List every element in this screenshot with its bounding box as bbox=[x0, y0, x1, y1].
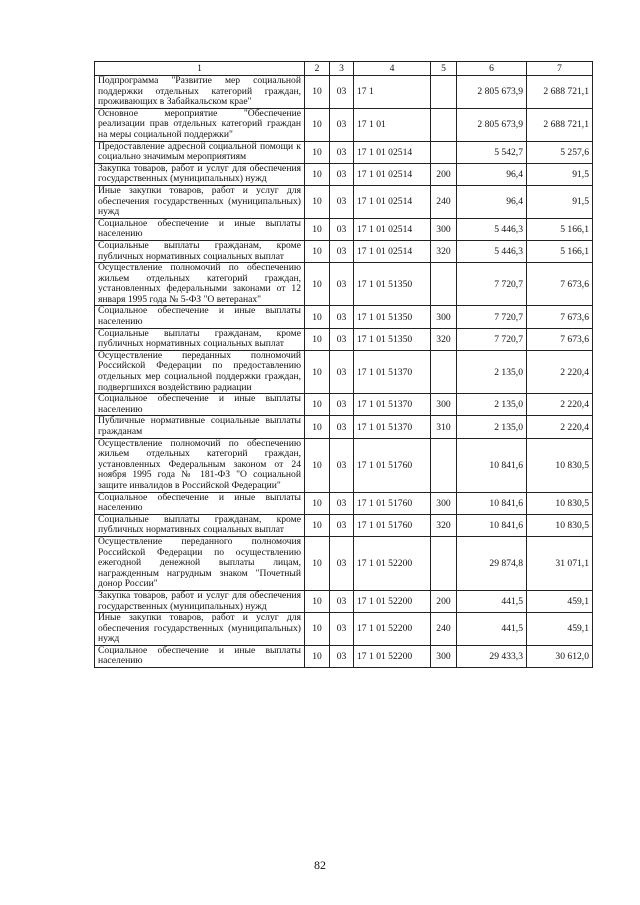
row-amount-year2: 5 166,1 bbox=[527, 240, 593, 262]
row-section: 10 bbox=[305, 613, 330, 646]
row-subsection: 03 bbox=[330, 76, 354, 109]
table-row bbox=[95, 492, 593, 514]
row-section: 10 bbox=[305, 416, 330, 438]
row-amount-year1: 2 135,0 bbox=[457, 350, 527, 393]
row-amount-year1: 29 433,3 bbox=[457, 645, 527, 667]
row-subsection: 03 bbox=[330, 514, 354, 536]
row-amount-year2: 30 612,0 bbox=[527, 645, 593, 667]
row-name: Осуществление переданных полномочий Российской Федерации по предоставлению отдельных мер социальной поддержки граждан, подвергшихся воздействию радиации bbox=[95, 350, 305, 393]
row-expense-type: 200 bbox=[431, 590, 457, 612]
row-amount-year2: 7 673,6 bbox=[527, 328, 593, 350]
table-row bbox=[95, 590, 593, 612]
table-row bbox=[95, 416, 593, 438]
row-amount-year2: 91,5 bbox=[527, 163, 593, 185]
table-row bbox=[95, 394, 593, 416]
row-name: Осуществление полномочий по обеспечению жильем отдельных категорий граждан, установленных Федеральным законом от 24 ноября 1995 года № 181-ФЗ "О социальной защите инвалидов в Российской Федерации" bbox=[95, 438, 305, 492]
table-body bbox=[95, 76, 593, 668]
table-row bbox=[95, 438, 593, 492]
row-amount-year2: 10 830,5 bbox=[527, 492, 593, 514]
row-target-code: 17 1 bbox=[354, 76, 431, 109]
row-amount-year2: 5 166,1 bbox=[527, 218, 593, 240]
row-name: Иные закупки товаров, работ и услуг для обеспечения государственных (муниципальных) нужд bbox=[95, 185, 305, 218]
row-expense-type bbox=[431, 263, 457, 306]
row-expense-type bbox=[431, 108, 457, 141]
row-amount-year1: 5 446,3 bbox=[457, 240, 527, 262]
row-expense-type: 320 bbox=[431, 514, 457, 536]
row-amount-year2: 91,5 bbox=[527, 185, 593, 218]
row-amount-year1: 5 446,3 bbox=[457, 218, 527, 240]
row-name: Социальное обеспечение и иные выплаты населению bbox=[95, 394, 305, 416]
table-row bbox=[95, 218, 593, 240]
row-target-code: 17 1 01 51370 bbox=[354, 416, 431, 438]
row-section: 10 bbox=[305, 240, 330, 262]
row-amount-year1: 10 841,6 bbox=[457, 438, 527, 492]
row-section: 10 bbox=[305, 306, 330, 328]
row-section: 10 bbox=[305, 394, 330, 416]
table-row bbox=[95, 645, 593, 667]
row-expense-type bbox=[431, 350, 457, 393]
table-row bbox=[95, 306, 593, 328]
row-subsection: 03 bbox=[330, 613, 354, 646]
table-row bbox=[95, 163, 593, 185]
row-name: Социальное обеспечение и иные выплаты населению bbox=[95, 218, 305, 240]
table-row bbox=[95, 76, 593, 109]
row-subsection: 03 bbox=[330, 492, 354, 514]
row-amount-year2: 10 830,5 bbox=[527, 438, 593, 492]
row-expense-type: 320 bbox=[431, 240, 457, 262]
row-subsection: 03 bbox=[330, 645, 354, 667]
row-section: 10 bbox=[305, 350, 330, 393]
table-row bbox=[95, 108, 593, 141]
row-target-code: 17 1 01 51370 bbox=[354, 394, 431, 416]
row-expense-type: 300 bbox=[431, 645, 457, 667]
row-amount-year1: 96,4 bbox=[457, 185, 527, 218]
row-section: 10 bbox=[305, 185, 330, 218]
row-amount-year2: 7 673,6 bbox=[527, 306, 593, 328]
row-amount-year2: 459,1 bbox=[527, 590, 593, 612]
row-section: 10 bbox=[305, 645, 330, 667]
row-name: Социальное обеспечение и иные выплаты населению bbox=[95, 492, 305, 514]
header-col-2: 2 bbox=[305, 62, 330, 76]
table-row bbox=[95, 514, 593, 536]
row-amount-year2: 459,1 bbox=[527, 613, 593, 646]
row-section: 10 bbox=[305, 108, 330, 141]
row-subsection: 03 bbox=[330, 394, 354, 416]
row-amount-year2: 2 220,4 bbox=[527, 350, 593, 393]
row-amount-year1: 96,4 bbox=[457, 163, 527, 185]
row-target-code: 17 1 01 02514 bbox=[354, 185, 431, 218]
budget-table bbox=[94, 61, 593, 668]
table-row bbox=[95, 141, 593, 163]
row-amount-year1: 441,5 bbox=[457, 590, 527, 612]
row-section: 10 bbox=[305, 76, 330, 109]
row-name: Социальные выплаты гражданам, кроме публичных нормативных социальных выплат bbox=[95, 328, 305, 350]
table-row bbox=[95, 263, 593, 306]
row-section: 10 bbox=[305, 492, 330, 514]
row-target-code: 17 1 01 51760 bbox=[354, 492, 431, 514]
row-subsection: 03 bbox=[330, 438, 354, 492]
row-amount-year2: 7 673,6 bbox=[527, 263, 593, 306]
row-expense-type: 240 bbox=[431, 185, 457, 218]
row-expense-type: 300 bbox=[431, 306, 457, 328]
row-subsection: 03 bbox=[330, 328, 354, 350]
table-row bbox=[95, 536, 593, 590]
header-col-6: 6 bbox=[457, 62, 527, 76]
table-row bbox=[95, 328, 593, 350]
row-section: 10 bbox=[305, 141, 330, 163]
row-subsection: 03 bbox=[330, 108, 354, 141]
header-col-5: 5 bbox=[431, 62, 457, 76]
table-row bbox=[95, 185, 593, 218]
table-row bbox=[95, 240, 593, 262]
table-header-row bbox=[95, 62, 593, 76]
row-target-code: 17 1 01 51760 bbox=[354, 514, 431, 536]
row-section: 10 bbox=[305, 328, 330, 350]
row-subsection: 03 bbox=[330, 163, 354, 185]
row-amount-year1: 7 720,7 bbox=[457, 306, 527, 328]
row-subsection: 03 bbox=[330, 263, 354, 306]
row-target-code: 17 1 01 51350 bbox=[354, 306, 431, 328]
page-number: 82 bbox=[314, 858, 326, 872]
row-target-code: 17 1 01 51350 bbox=[354, 263, 431, 306]
row-target-code: 17 1 01 02514 bbox=[354, 218, 431, 240]
row-subsection: 03 bbox=[330, 416, 354, 438]
row-expense-type: 240 bbox=[431, 613, 457, 646]
row-expense-type: 300 bbox=[431, 218, 457, 240]
row-name: Подпрограмма "Развитие мер социальной поддержки отдельных категорий граждан, проживающих в Забайкальском крае" bbox=[95, 76, 305, 109]
row-target-code: 17 1 01 bbox=[354, 108, 431, 141]
table-row bbox=[95, 350, 593, 393]
row-expense-type bbox=[431, 141, 457, 163]
row-name: Основное мероприятие "Обеспечение реализации прав отдельных категорий граждан на меры социальной поддержки" bbox=[95, 108, 305, 141]
row-section: 10 bbox=[305, 590, 330, 612]
row-amount-year1: 2 805 673,9 bbox=[457, 108, 527, 141]
row-amount-year2: 2 220,4 bbox=[527, 394, 593, 416]
row-name: Осуществление полномочий по обеспечению жильем отдельных категорий граждан, установленных федеральными законами от 12 января 1995 года № 5-ФЗ "О ветеранах" bbox=[95, 263, 305, 306]
row-amount-year2: 10 830,5 bbox=[527, 514, 593, 536]
row-name: Осуществление переданного полномочия Российской Федерации по осуществлению ежегодной денежной выплаты лицам, награжденным нагрудным знаком "Почетный донор России" bbox=[95, 536, 305, 590]
row-target-code: 17 1 01 02514 bbox=[354, 240, 431, 262]
row-section: 10 bbox=[305, 163, 330, 185]
row-target-code: 17 1 01 51370 bbox=[354, 350, 431, 393]
row-name: Социальное обеспечение и иные выплаты населению bbox=[95, 306, 305, 328]
row-target-code: 17 1 01 52200 bbox=[354, 536, 431, 590]
row-expense-type: 310 bbox=[431, 416, 457, 438]
row-amount-year1: 7 720,7 bbox=[457, 263, 527, 306]
row-expense-type: 300 bbox=[431, 492, 457, 514]
header-col-3: 3 bbox=[330, 62, 354, 76]
row-subsection: 03 bbox=[330, 240, 354, 262]
header-col-4: 4 bbox=[354, 62, 431, 76]
row-amount-year1: 2 135,0 bbox=[457, 394, 527, 416]
row-expense-type: 320 bbox=[431, 328, 457, 350]
row-name: Иные закупки товаров, работ и услуг для обеспечения государственных (муниципальных) нужд bbox=[95, 613, 305, 646]
row-target-code: 17 1 01 52200 bbox=[354, 590, 431, 612]
row-amount-year2: 2 220,4 bbox=[527, 416, 593, 438]
row-target-code: 17 1 01 02514 bbox=[354, 163, 431, 185]
row-subsection: 03 bbox=[330, 536, 354, 590]
row-subsection: 03 bbox=[330, 218, 354, 240]
row-amount-year1: 10 841,6 bbox=[457, 514, 527, 536]
row-name: Предоставление адресной социальной помощи к социально значимым мероприятиям bbox=[95, 141, 305, 163]
row-subsection: 03 bbox=[330, 350, 354, 393]
row-amount-year1: 5 542,7 bbox=[457, 141, 527, 163]
row-amount-year2: 2 688 721,1 bbox=[527, 76, 593, 109]
row-expense-type bbox=[431, 536, 457, 590]
row-subsection: 03 bbox=[330, 590, 354, 612]
row-section: 10 bbox=[305, 438, 330, 492]
row-target-code: 17 1 01 51760 bbox=[354, 438, 431, 492]
row-amount-year2: 5 257,6 bbox=[527, 141, 593, 163]
row-name: Закупка товаров, работ и услуг для обеспечения государственных (муниципальных) нужд bbox=[95, 590, 305, 612]
row-expense-type bbox=[431, 438, 457, 492]
row-name: Социальное обеспечение и иные выплаты населению bbox=[95, 645, 305, 667]
row-amount-year1: 10 841,6 bbox=[457, 492, 527, 514]
table-row bbox=[95, 613, 593, 646]
row-amount-year1: 2 805 673,9 bbox=[457, 76, 527, 109]
row-name: Закупка товаров, работ и услуг для обеспечения государственных (муниципальных) нужд bbox=[95, 163, 305, 185]
row-amount-year1: 441,5 bbox=[457, 613, 527, 646]
row-amount-year1: 7 720,7 bbox=[457, 328, 527, 350]
row-section: 10 bbox=[305, 218, 330, 240]
row-expense-type bbox=[431, 76, 457, 109]
row-target-code: 17 1 01 51350 bbox=[354, 328, 431, 350]
row-name: Социальные выплаты гражданам, кроме публичных нормативных социальных выплат bbox=[95, 514, 305, 536]
header-col-1: 1 bbox=[95, 62, 305, 76]
header-col-7: 7 bbox=[527, 62, 593, 76]
row-section: 10 bbox=[305, 263, 330, 306]
row-amount-year2: 31 071,1 bbox=[527, 536, 593, 590]
row-target-code: 17 1 01 52200 bbox=[354, 645, 431, 667]
row-target-code: 17 1 01 02514 bbox=[354, 141, 431, 163]
row-amount-year1: 2 135,0 bbox=[457, 416, 527, 438]
row-amount-year2: 2 688 721,1 bbox=[527, 108, 593, 141]
row-name: Публичные нормативные социальные выплаты гражданам bbox=[95, 416, 305, 438]
row-target-code: 17 1 01 52200 bbox=[354, 613, 431, 646]
row-subsection: 03 bbox=[330, 185, 354, 218]
row-name: Социальные выплаты гражданам, кроме публичных нормативных социальных выплат bbox=[95, 240, 305, 262]
row-section: 10 bbox=[305, 514, 330, 536]
row-expense-type: 300 bbox=[431, 394, 457, 416]
row-amount-year1: 29 874,8 bbox=[457, 536, 527, 590]
row-section: 10 bbox=[305, 536, 330, 590]
row-subsection: 03 bbox=[330, 141, 354, 163]
row-expense-type: 200 bbox=[431, 163, 457, 185]
row-subsection: 03 bbox=[330, 306, 354, 328]
